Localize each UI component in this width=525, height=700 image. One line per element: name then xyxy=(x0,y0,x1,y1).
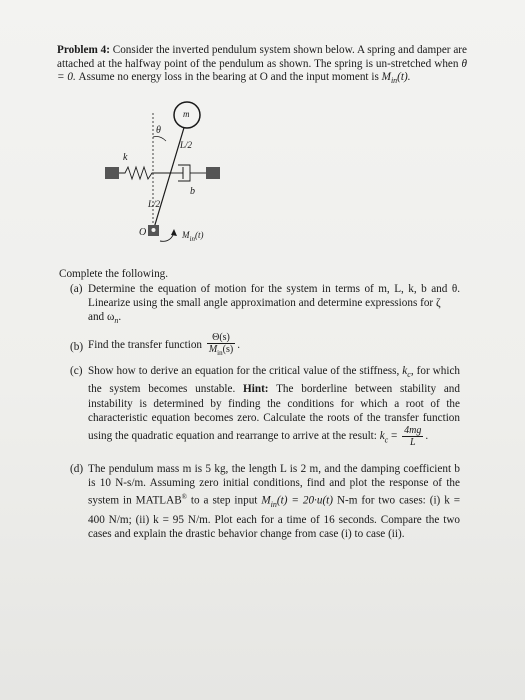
label-theta: θ xyxy=(156,125,161,136)
label-spring: k xyxy=(123,152,128,163)
result-end: . xyxy=(425,430,429,443)
input-rest: (t) = 20·u(t) xyxy=(276,495,334,508)
part-c-hint-label: Hint: xyxy=(243,383,269,396)
label-lower-half: L/2 xyxy=(148,199,161,209)
part-a-tail-sub: n xyxy=(114,316,119,326)
part-d-tag: (d) xyxy=(70,463,84,475)
part-d-text-1: The pendulum mass m is 5 kg, the length L is 2 m, and the damping coefficient b is 10 N-s/m. Assuming zero initial conditions, find and plot the response of the system in xyxy=(88,463,460,508)
part-a-tail: and ω xyxy=(88,311,115,324)
result-denominator: L xyxy=(409,437,416,449)
part-a xyxy=(70,282,460,329)
matlab-name: MATLAB xyxy=(135,495,182,508)
part-c-kc: k xyxy=(402,365,408,377)
part-d xyxy=(70,462,460,541)
part-a-tail-end: . xyxy=(118,311,122,324)
part-d-text-2: to a step input xyxy=(190,495,258,508)
label-moment: $M_{in}(t)$ xyxy=(182,230,204,243)
part-b-end: . xyxy=(237,339,240,352)
part-a-text: Determine the equation of motion for the system in terms of m, L, k, b and θ. Linearize using the small angle approximation and determine expressions for ζ xyxy=(88,283,460,310)
result-sub: c xyxy=(384,435,389,445)
part-b-tag: (b) xyxy=(70,341,84,353)
pendulum-diagram xyxy=(90,95,250,245)
intro-text-2: Assume no energy loss in the bearing at O and the input moment is xyxy=(78,71,379,84)
problem-label: Problem 4: xyxy=(57,44,110,56)
result-eq: = xyxy=(391,430,398,443)
intro-moment: M xyxy=(381,71,391,84)
part-c xyxy=(70,364,460,448)
part-c-text-1: Show how to derive an equation for the critical value of the stiffness, xyxy=(88,365,400,377)
part-b-text: Find the transfer function xyxy=(88,339,203,352)
intro-theta: θ = 0. xyxy=(57,57,468,84)
problem-statement xyxy=(57,44,467,88)
result-fraction xyxy=(402,425,423,448)
part-b xyxy=(70,332,460,359)
tf-denominator: $M_{in}(s)$ xyxy=(208,344,234,357)
intro-moment-arg: (t). xyxy=(397,71,411,84)
transfer-function-fraction xyxy=(207,332,235,359)
input-expr: M xyxy=(261,495,271,508)
intro-text-1: Consider the inverted pendulum system shown below. A spring and damper are attached at the halfway point of the pendulum as shown. The spring is un-stretched when xyxy=(57,44,467,70)
tf-numerator: Θ(s) xyxy=(207,332,235,344)
part-d-text-3: N-m for two cases: (i) k = 400 N/m; (ii) k = 95 N/m. Plot each for a time of 16 seconds. Compare the two cases and explain the drastic behavior change from case (i) to case (ii). xyxy=(88,495,461,540)
part-c-kc-sub: c xyxy=(407,370,411,380)
result-numerator: 4mg xyxy=(404,425,422,437)
label-upper-half: L/2 xyxy=(180,140,193,150)
result-lhs: k xyxy=(379,430,385,443)
label-damper: b xyxy=(190,186,195,197)
input-sub: in xyxy=(270,500,277,510)
instructions-lead: Complete the following. xyxy=(59,268,169,280)
label-pivot: O xyxy=(139,227,147,238)
part-c-text-3: The borderline between stability and instability is determined by finding the conditions for which a root of the characteristic equation becomes zero. Calculate the roots of the transfer function using the quadratic equation and rearrange to arrive at the result: xyxy=(88,383,460,443)
part-c-text-2: , for which the system becomes unstable. xyxy=(88,365,461,396)
matlab-reg: ® xyxy=(181,493,187,502)
intro-moment-sub: in xyxy=(390,76,398,86)
part-c-tag: (c) xyxy=(70,365,83,377)
part-a-tag: (a) xyxy=(70,283,83,295)
label-mass: m xyxy=(183,109,190,119)
